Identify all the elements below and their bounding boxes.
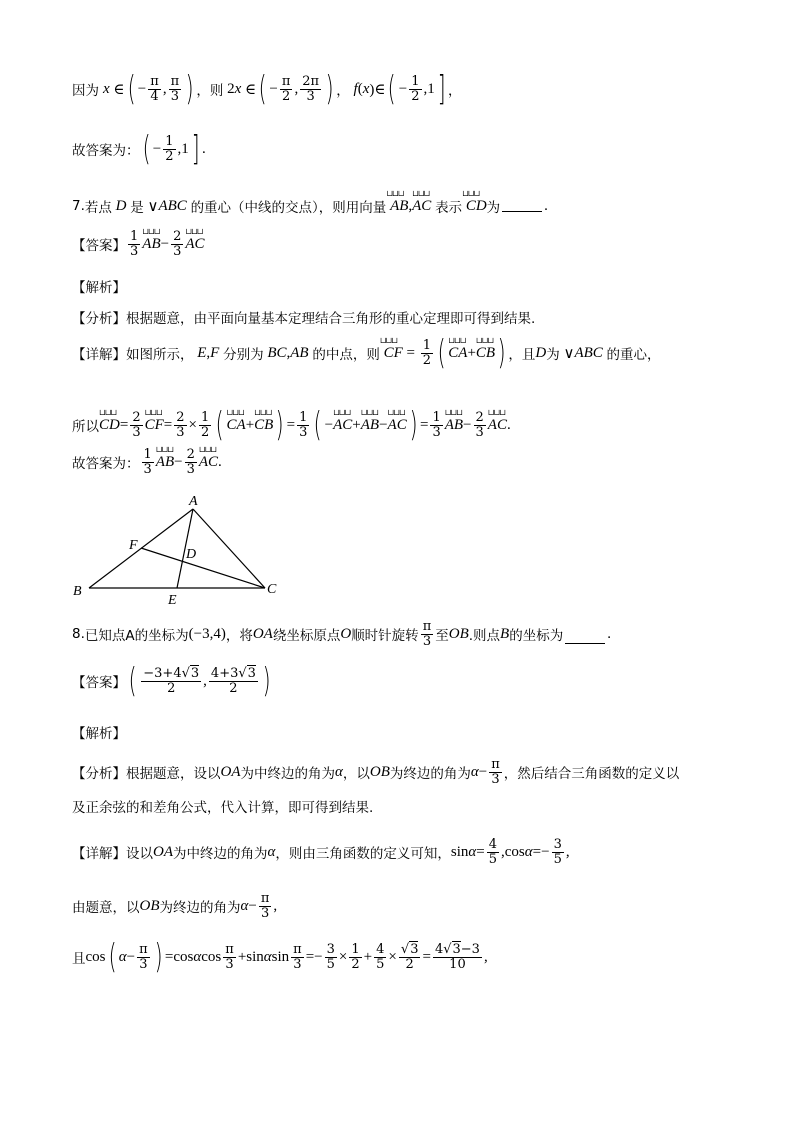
analysis-8: 【分析】 根据题意，设以 OA 为中终边的角为 α ，以 OB 为终边的角为 α − $\frac{\pi}{3}$ ，然后结合三角函数的定义以 (72, 757, 680, 787)
question-8: 8. 已知点A的坐标为 (−3,4) ，将 OA 绕坐标原点 O 顺时针旋转 $\frac{\pi}{3}$ 至 OB .则点 B 的坐标为 . (72, 619, 611, 649)
text: 因为 (72, 83, 99, 99)
label-F: F (129, 538, 138, 553)
answer-8: 【答案】 ( $\frac{-3+4√3}{2}$ , $\frac{4+3√3}{2}$ ) (72, 661, 271, 701)
text: ， (448, 83, 462, 99)
analysis-7: 【分析】 根据题意，由平面向量基本定理结合三角形的重心定理即可得到结果. (72, 311, 536, 327)
analysis-heading-7: 【解析】 (72, 280, 126, 296)
answer-line-6: 故答案为： ( − $\frac{1}{2}$ ,1 ] . (72, 129, 206, 169)
detail-7: 【详解】 如图所示， E , F 分别为 BC , AB 的中点，则 ⊔⊔⊔ CF = $\frac{1}{2}$ ( ⊔⊔⊔ CA + ⊔⊔⊔ CB ) ，且 D 为 ∨ ABC 的重心， (72, 336, 661, 370)
text: 故答案为： (72, 143, 140, 159)
and-8: 且 cos ( α − $\frac{\pi}{3}$ ) =cos α cos $\frac{\pi}{3}$ +sin α sin $\frac{\pi}{3}$ =− $\frac{3}{5}$ × $\frac{1}{2}$ + $\frac{4}{5}$ × $\frac{√3}{2}$ = $\frac{4√3-3}{10}$ , (72, 937, 488, 977)
triangle-figure (70, 494, 290, 606)
answer-7: 【答案】 $\frac{1}{3}$ ⊔⊔⊔ AB − $\frac{2}{3}$ ⊔⊔⊔ AC (72, 230, 205, 258)
text: ， (336, 83, 350, 99)
line-interval: 因为 x ∈ ( − $\frac{\pi}{4}$ , $\frac{\pi}{3}$ ) ，则 2 x ∈ ( − $\frac{\pi}{2}$ , $\frac{2\pi}{3}$ ) ， f ( x )∈ ( − $\frac{1}{2}$ ,1 ] ， (72, 69, 462, 109)
analysis-heading-8: 【解析】 (72, 726, 126, 742)
analysis-8-cont: 及正余弦的和差角公式，代入计算，即可得到结果. (72, 800, 374, 816)
question-7: 7. 若点 D 是 ∨ ABC 的重心（中线的交点），则用向量 ⊔⊔⊔ AB , ⊔⊔⊔ AC 表示 ⊔⊔⊔ CD 为 . (72, 196, 548, 216)
answer-line-7: 故答案为： $\frac{1}{3}$ ⊔⊔⊔ AB − $\frac{2}{3}$ ⊔⊔⊔ AC . (72, 448, 222, 476)
label-E: E (168, 593, 177, 606)
label-A: A (189, 494, 198, 509)
label-C: C (267, 582, 277, 597)
label-D: D (186, 547, 197, 562)
given-8: 由题意，以 OB 为终边的角为 α − $\frac{\pi}{3}$ , (72, 891, 278, 921)
label-B: B (73, 584, 82, 599)
so-7: 所以 ⊔⊔⊔ CD = $\frac{2}{3}$ ⊔⊔⊔ CF = $\frac{2}{3}$ × $\frac{1}{2}$ ( ⊔⊔⊔ CA + ⊔⊔⊔ CB ) = $\frac{1}{3}$ ( − ⊔⊔⊔ AC + ⊔⊔⊔ AB − ⊔⊔⊔ AC ) = $\frac{1}{3}$ ⊔⊔⊔ AB − $\frac{2}{3}$ ⊔⊔⊔ AC . (72, 408, 511, 442)
text: ，则 (196, 83, 224, 99)
detail-8: 【详解】 设以 OA 为中终边的角为 α ，则由三角函数的定义可知， sin α = $\frac{4}{5}$ ,cos α =− $\frac{3}{5}$ , (72, 837, 570, 867)
